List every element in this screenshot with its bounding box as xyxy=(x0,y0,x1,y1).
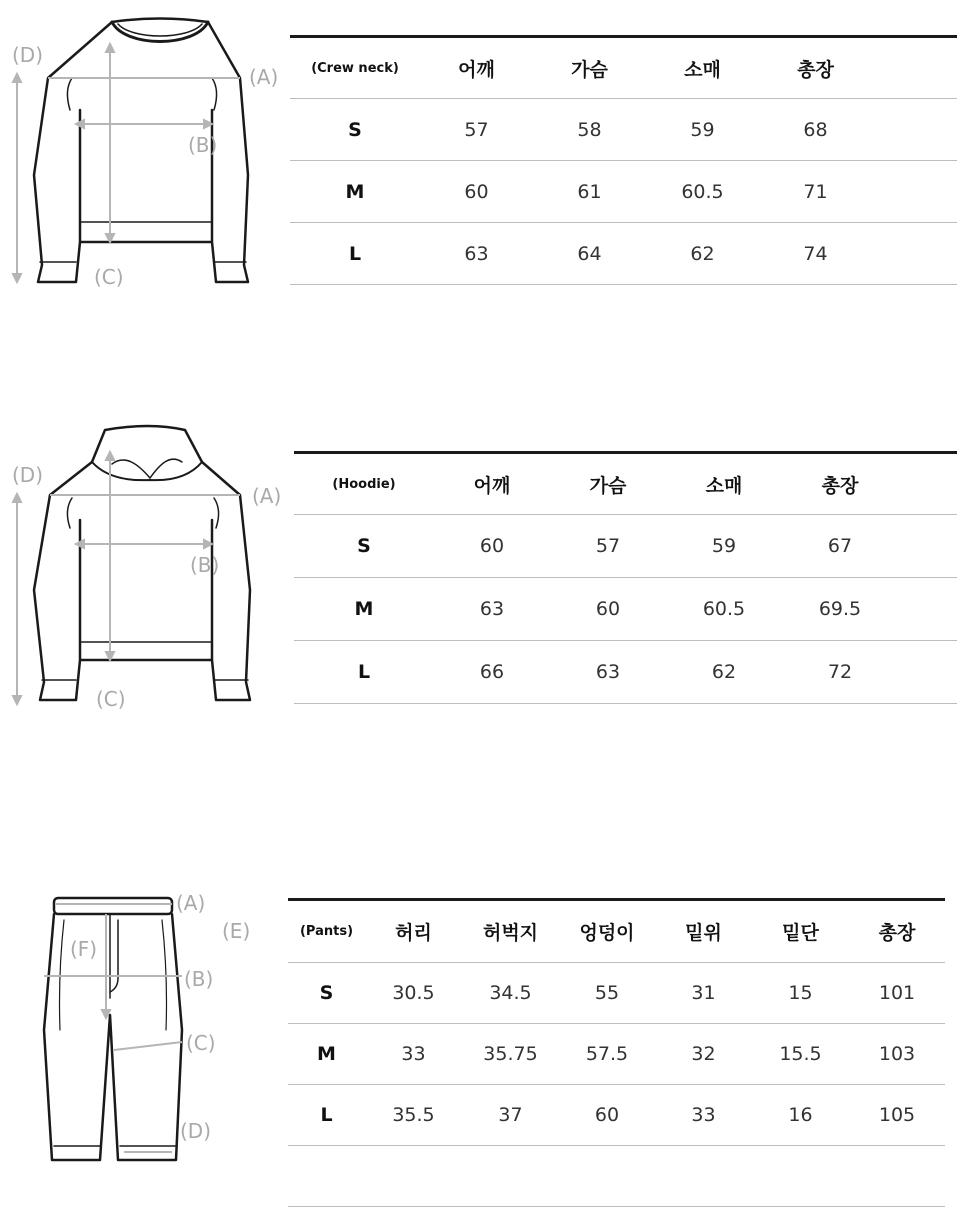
measure-label-b: (B) xyxy=(184,967,214,991)
table-row xyxy=(294,578,957,641)
measure-label-d: (D) xyxy=(12,43,44,67)
hoodie-section xyxy=(0,420,957,720)
size-cell: S xyxy=(288,963,365,1024)
column-header: 어깨 xyxy=(420,37,533,99)
value-cell: 35.5 xyxy=(365,1085,462,1146)
value-cell: 37 xyxy=(462,1085,559,1146)
value-cell: 55 xyxy=(559,963,655,1024)
value-cell: 57 xyxy=(550,515,666,578)
size-cell: L xyxy=(288,1085,365,1146)
table-type-header: (Pants) xyxy=(288,900,365,963)
column-header: 소매 xyxy=(666,453,782,515)
value-cell: 74 xyxy=(759,223,872,285)
value-cell: 60 xyxy=(420,161,533,223)
value-cell: 68 xyxy=(759,99,872,161)
value-cell: 63 xyxy=(550,641,666,704)
value-cell: 63 xyxy=(434,578,550,641)
table-type-header: (Hoodie) xyxy=(294,453,434,515)
table-row xyxy=(288,1085,945,1146)
column-header: 어깨 xyxy=(434,453,550,515)
crew-neck-sweatshirt-illustration xyxy=(0,0,290,300)
table-row xyxy=(288,1024,945,1085)
measure-label-d: (D) xyxy=(180,1119,212,1143)
value-cell: 34.5 xyxy=(462,963,559,1024)
size-cell: L xyxy=(294,641,434,704)
value-cell: 64 xyxy=(533,223,646,285)
value-cell: 15.5 xyxy=(752,1024,849,1085)
value-cell: 15 xyxy=(752,963,849,1024)
value-cell: 58 xyxy=(533,99,646,161)
measure-label-f: (F) xyxy=(70,937,98,961)
measure-label-b: (B) xyxy=(190,553,220,577)
table-header-row xyxy=(290,37,957,99)
table-row xyxy=(294,641,957,704)
size-cell: L xyxy=(290,223,420,285)
table-row-empty xyxy=(288,1146,945,1207)
value-cell: 103 xyxy=(849,1024,945,1085)
column-header: 허벅지 xyxy=(462,900,559,963)
value-cell: 60.5 xyxy=(646,161,759,223)
value-cell: 69.5 xyxy=(782,578,898,641)
pants-illustration xyxy=(0,880,290,1200)
column-header: 밑단 xyxy=(752,900,849,963)
hoodie-size-table xyxy=(294,451,957,704)
value-cell: 66 xyxy=(434,641,550,704)
value-cell: 60 xyxy=(550,578,666,641)
value-cell: 60.5 xyxy=(666,578,782,641)
value-cell: 61 xyxy=(533,161,646,223)
pants-size-table xyxy=(288,898,945,1207)
value-cell: 59 xyxy=(646,99,759,161)
value-cell: 67 xyxy=(782,515,898,578)
table-header-row xyxy=(294,453,957,515)
size-cell: M xyxy=(290,161,420,223)
measure-label-c: (C) xyxy=(94,265,124,289)
size-cell: M xyxy=(288,1024,365,1085)
hoodie-illustration xyxy=(0,420,295,720)
value-cell: 33 xyxy=(365,1024,462,1085)
table-row xyxy=(290,223,957,285)
table-type-header: (Crew neck) xyxy=(290,37,420,99)
value-cell: 63 xyxy=(420,223,533,285)
value-cell: 16 xyxy=(752,1085,849,1146)
table-row xyxy=(288,963,945,1024)
column-header: 엉덩이 xyxy=(559,900,655,963)
measure-label-c: (C) xyxy=(186,1031,216,1055)
measure-label-a: (A) xyxy=(176,891,206,915)
value-cell: 30.5 xyxy=(365,963,462,1024)
column-header: 총장 xyxy=(849,900,945,963)
value-cell: 31 xyxy=(655,963,752,1024)
table-header-row xyxy=(288,900,945,963)
measure-label-d: (D) xyxy=(12,463,44,487)
table-row xyxy=(290,99,957,161)
pants-section xyxy=(0,880,957,1200)
measure-label-a: (A) xyxy=(249,65,279,89)
value-cell: 35.75 xyxy=(462,1024,559,1085)
value-cell: 60 xyxy=(434,515,550,578)
crew-neck-section xyxy=(0,0,957,300)
column-header: 소매 xyxy=(646,37,759,99)
column-header: 허리 xyxy=(365,900,462,963)
value-cell: 101 xyxy=(849,963,945,1024)
column-header: 가슴 xyxy=(550,453,666,515)
column-header: 밑위 xyxy=(655,900,752,963)
measure-label-a: (A) xyxy=(252,484,282,508)
value-cell: 60 xyxy=(559,1085,655,1146)
column-header: 가슴 xyxy=(533,37,646,99)
value-cell: 57.5 xyxy=(559,1024,655,1085)
measure-label-e: (E) xyxy=(222,919,251,943)
value-cell: 33 xyxy=(655,1085,752,1146)
table-row xyxy=(294,515,957,578)
measure-label-b: (B) xyxy=(188,133,218,157)
value-cell: 59 xyxy=(666,515,782,578)
value-cell: 62 xyxy=(666,641,782,704)
crew-neck-size-table xyxy=(290,35,957,285)
size-cell: S xyxy=(294,515,434,578)
column-header: 총장 xyxy=(782,453,898,515)
value-cell: 57 xyxy=(420,99,533,161)
value-cell: 105 xyxy=(849,1085,945,1146)
value-cell: 72 xyxy=(782,641,898,704)
value-cell: 71 xyxy=(759,161,872,223)
size-cell: M xyxy=(294,578,434,641)
table-row xyxy=(290,161,957,223)
size-cell: S xyxy=(290,99,420,161)
value-cell: 62 xyxy=(646,223,759,285)
value-cell: 32 xyxy=(655,1024,752,1085)
column-header: 총장 xyxy=(759,37,872,99)
measure-label-c: (C) xyxy=(96,687,126,711)
